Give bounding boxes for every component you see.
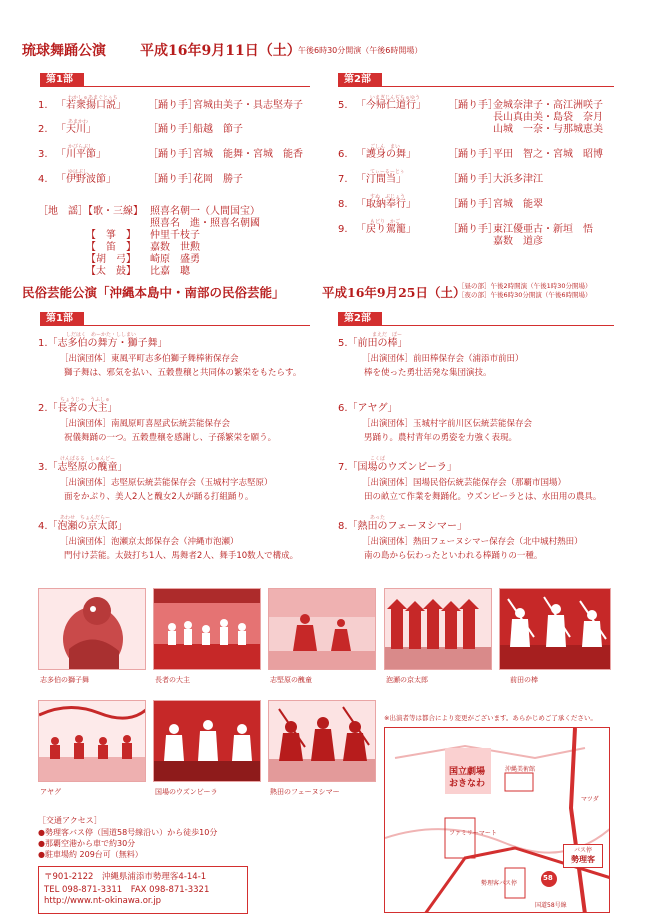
ryukyu-dancers-line: 長山真由美・島袋 奈月 <box>493 112 603 123</box>
photo-uzunbira <box>153 700 261 782</box>
map-theater-label: 国立劇場 <box>449 767 486 777</box>
minzoku-part1-badge: 第1部 <box>40 312 84 326</box>
photo-chondara <box>384 588 492 670</box>
minzoku-desc: 面をかぶり、美人2人と醜女2人が踊る打組踊り。 <box>64 492 254 502</box>
ryukyu-time: 午後6時30分開演（午後6時開場） <box>298 46 423 55</box>
minzoku-item-title: 5.「前田の棒」 <box>338 338 408 349</box>
minzoku-group: ［出演団体］国場民俗伝統芸能保存会（那覇市国場） <box>362 478 567 488</box>
ryukyu-part1-badge: 第1部 <box>40 73 84 87</box>
photo-shishimai <box>38 588 146 670</box>
minzoku-desc: 門付け芸能。太鼓打ち1人、馬舞者2人、舞手10数人で構成。 <box>64 551 299 561</box>
minzoku-ruby: あった <box>370 515 385 521</box>
access-line: ●駐車場約 209台可（無料） <box>38 850 143 859</box>
minzoku-ruby: しだはく めーかた・ししまい <box>66 332 137 338</box>
minzoku-desc: 男踊り。農村青年の勇姿を力強く表現。 <box>364 433 518 443</box>
minzoku-part1-rule <box>84 325 310 326</box>
musician-names: 比嘉 聰 <box>150 266 190 277</box>
photo-caption: 志多伯の獅子舞 <box>40 676 89 684</box>
minzoku-desc: 田の畝立て作業を舞踊化。ウズンビーラとは、水田用の農具。 <box>364 492 602 502</box>
minzoku-item-title: 3.「志堅原の醜童」 <box>38 462 128 473</box>
map-label: 沖縄美術館 <box>505 766 536 773</box>
map-label: マツダ <box>581 796 599 803</box>
access-line: ●勢理客バス停（国道58号線沿い）から徒歩10分 <box>38 828 218 837</box>
minzoku-ruby: ちょうじゃ うふしゅ <box>60 397 111 403</box>
minzoku-ruby: けんぱるる しゅんどー <box>60 456 116 462</box>
minzoku-time-day: ［昼の部］午後2時開演（午後1時30分開場） <box>458 282 592 290</box>
photo-fenushima <box>268 700 376 782</box>
photo-caption: 泡瀬の京太郎 <box>386 676 428 684</box>
access-title: ［交通アクセス］ <box>38 816 102 825</box>
minzoku-time-night: ［夜の部］午後6時30分開演（午後6時開場） <box>458 291 592 299</box>
photo-caption: 長者の大主 <box>155 676 190 684</box>
minzoku-date: 平成16年9月25日（土） <box>322 285 466 300</box>
ryukyu-part1-rule <box>84 86 310 87</box>
minzoku-group: ［出演団体］泡瀬京太郎保存会（沖縄市泡瀬） <box>60 537 239 547</box>
photo-caption: 熱田のフェーヌシマー <box>270 788 340 796</box>
minzoku-desc: 祝儀舞踊の一つ。五穀豊穣を感謝し、子孫繁栄を願う。 <box>64 433 277 443</box>
musician-role: 【太 鼓】 <box>86 266 136 277</box>
musicians-label: ［地 謡］ <box>38 206 88 217</box>
photo-maeda-bo <box>499 588 611 670</box>
musician-names: 嘉数 世勲 <box>150 242 200 253</box>
minzoku-group: ［出演団体］玉城村字前川区伝統芸能保存会 <box>362 419 533 429</box>
map-label: 国道58号線 <box>535 902 567 909</box>
minzoku-group: ［出演団体］前田棒保存会（浦添市前田） <box>362 354 524 364</box>
minzoku-desc: 南の島から伝わったといわれる棒踊りの一種。 <box>364 551 543 561</box>
minzoku-group: ［出演団体］東風平町志多伯獅子舞棒術保存会 <box>60 354 239 364</box>
musician-role: 【 笛 】 <box>86 242 136 253</box>
minzoku-item-title: 6.「アヤグ」 <box>338 403 398 414</box>
access-map <box>384 727 610 913</box>
musician-role: 【胡 弓】 <box>86 254 136 265</box>
photo-caption: 志堅原の醜童 <box>270 676 312 684</box>
photo-caption: 前田の棒 <box>510 676 538 684</box>
musician-names: 仲里千枝子 <box>150 230 200 241</box>
minzoku-part2-rule <box>382 325 614 326</box>
ryukyu-dancers-line: 嘉数 道彦 <box>493 236 543 247</box>
minzoku-item-title: 4.「泡瀬の京太郎」 <box>38 521 128 532</box>
map-bus-stop-name: 勢理客 <box>571 855 595 864</box>
minzoku-title: 民俗芸能公演「沖縄本島中・南部の民俗芸能」 <box>22 285 285 300</box>
map-label: 勢理客バス停 <box>481 880 518 887</box>
website-link[interactable]: http://www.nt-okinawa.or.jp <box>44 896 162 906</box>
ryukyu-part2-badge: 第2部 <box>338 73 382 87</box>
address-tel: TEL 098-871-3311 FAX 098-871-3321 <box>44 885 210 895</box>
cast-change-notice: ※出演者等は都合により変更がございます。あらかじめご了承ください。 <box>384 714 597 722</box>
musician-names: 崎原 盛勇 <box>150 254 200 265</box>
musician-names: 照喜名 進・照喜名朝國 <box>150 218 260 229</box>
minzoku-part2-badge: 第2部 <box>338 312 382 326</box>
minzoku-ruby: こくば <box>370 456 386 462</box>
minzoku-item-title: 8.「熱田のフェーヌシマー」 <box>338 521 468 532</box>
map-bus-stop-box <box>563 844 603 868</box>
minzoku-ruby: あわせ ちょんだらー <box>60 515 111 521</box>
access-line: ●那覇空港から車で約30分 <box>38 839 136 848</box>
musician-names: 照喜名朝一（人間国宝） <box>150 206 260 217</box>
minzoku-group: ［出演団体］熱田フェーヌシマー保存会（北中城村熱田） <box>362 537 583 547</box>
photo-ayagu <box>38 700 146 782</box>
ryukyu-part2-rule <box>382 86 614 87</box>
photo-caption: 国場のウズンビーラ <box>155 788 218 796</box>
photo-choja <box>153 588 261 670</box>
minzoku-group: ［出演団体］志堅原伝統芸能保存会（玉城村字志堅原） <box>60 478 273 488</box>
map-label: ファミリーマート <box>449 830 497 837</box>
map-theater-label: おきなわ <box>449 779 486 789</box>
minzoku-item-title: 2.「長者の大主」 <box>38 403 118 414</box>
ryukyu-title: 琉球舞踊公演 <box>22 43 106 59</box>
ryukyu-dancers-line: 山城 一奈・与那城恵美 <box>493 124 603 135</box>
minzoku-desc: 獅子舞は、邪気を払い、五穀豊穣と共同体の繁栄をもたらす。 <box>64 368 302 378</box>
minzoku-desc: 棒を使った勇壮活発な集団演技。 <box>364 368 492 378</box>
map-bus-stop-label: バス停 <box>573 847 592 854</box>
ryukyu-date: 平成16年9月11日（土） <box>140 43 301 59</box>
minzoku-group: ［出演団体］南風原町喜屋武伝統芸能保存会 <box>60 419 231 429</box>
route-58-marker: 58 <box>543 874 553 882</box>
photo-shunduu <box>268 588 376 670</box>
minzoku-item-title: 7.「国場のウズンビーラ」 <box>338 462 457 473</box>
musician-role: 【 箏 】 <box>86 230 136 241</box>
minzoku-item-title: 1.「志多伯の舞方・獅子舞」 <box>38 338 168 349</box>
minzoku-ruby: まえだ ぼー <box>372 332 403 338</box>
musician-role: 【歌・三線】 <box>83 206 143 217</box>
address-postal: 〒901-2122 沖縄県浦添市勢理客4-14-1 <box>44 872 207 882</box>
photo-caption: アヤグ <box>40 788 61 796</box>
